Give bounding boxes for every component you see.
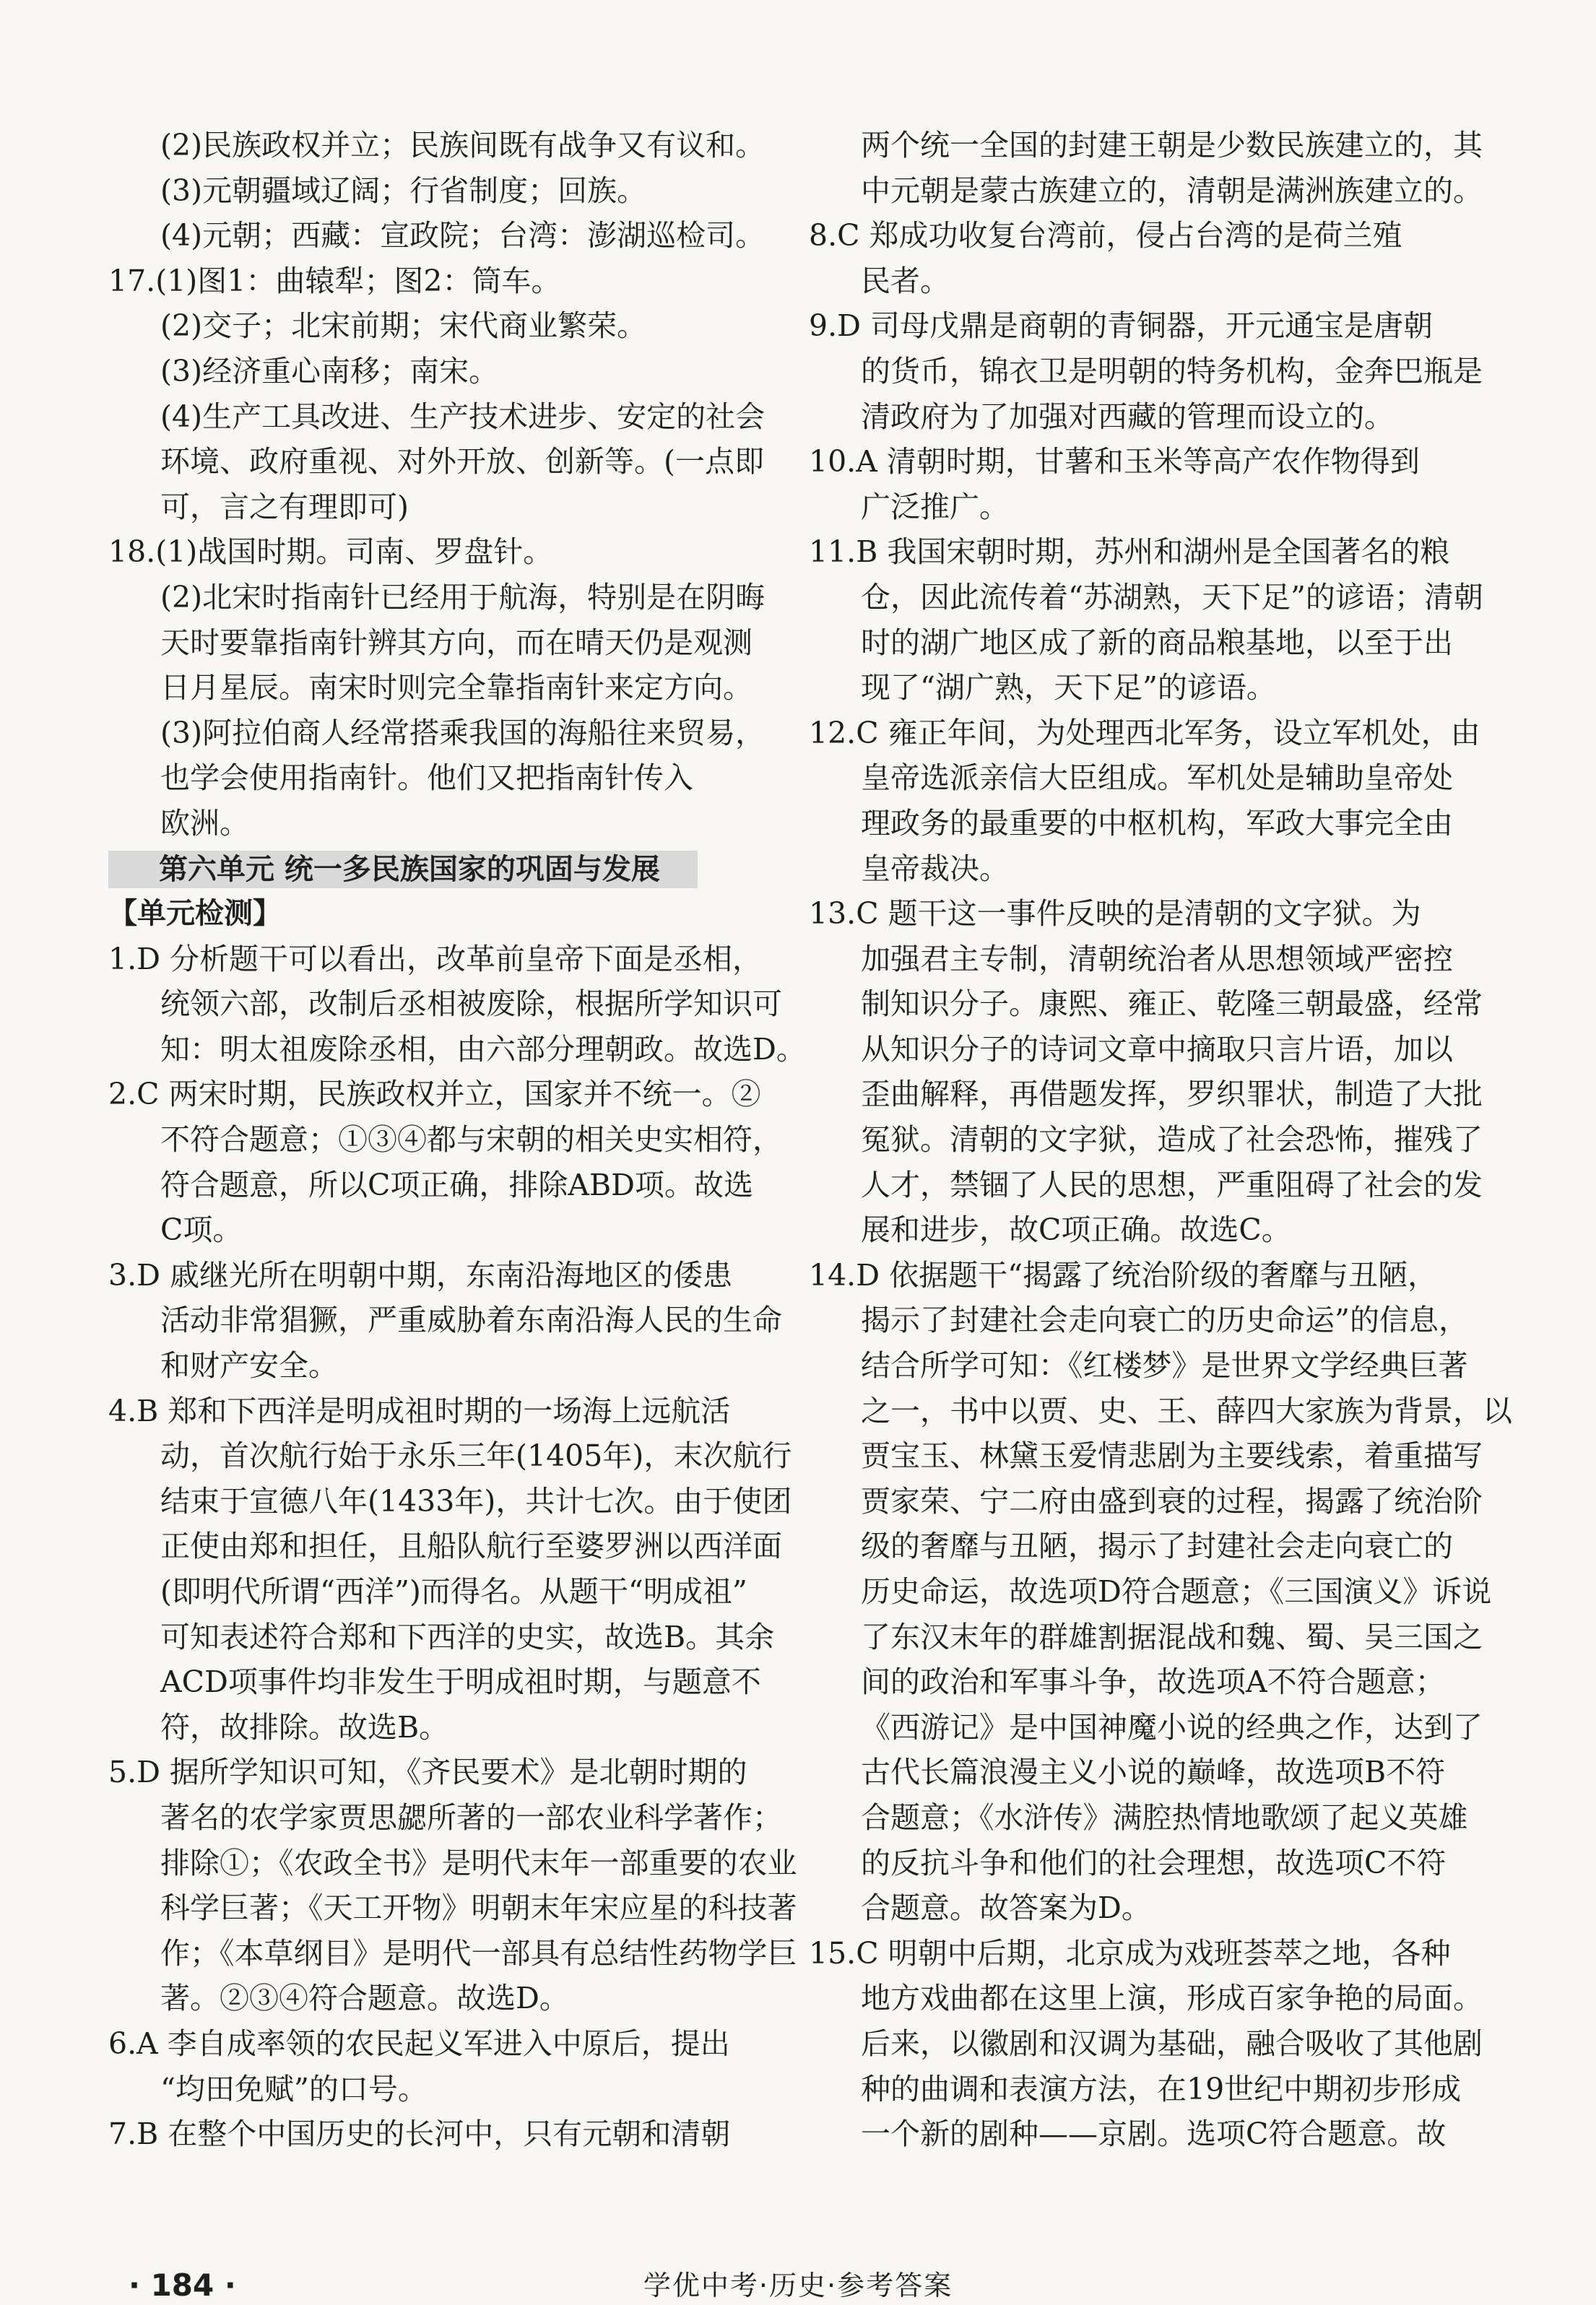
answer-text-line: 3.D 戚继光所在明朝中期，东南沿海地区的倭患 — [108, 1257, 733, 1293]
answer-text-line: 皇帝选派亲信大臣组成。军机处是辅助皇帝处 — [861, 760, 1453, 796]
answer-text-line: 贾家荣、宁二府由盛到衰的过程，揭露了统治阶 — [861, 1483, 1483, 1519]
answer-text-line: 作；《本草纲目》是明代一部具有总结性药物学巨 — [160, 1935, 797, 1971]
answer-text-line: 15.C 明朝中后期，北京成为戏班荟萃之地，各种 — [809, 1935, 1451, 1971]
answer-text-line: 日月星辰。南宋时则完全靠指南针来定方向。 — [160, 670, 753, 706]
answer-text-line: 清政府为了加强对西藏的管理而设立的。 — [861, 399, 1394, 434]
answer-text-line: (2)交子；北宋前期；宋代商业繁荣。 — [160, 308, 647, 344]
answer-text-line: 符合题意，所以C项正确，排除ABD项。故选 — [160, 1167, 753, 1202]
answer-text-line: 环境、政府重视、对外开放、创新等。(一点即 — [160, 444, 764, 479]
answer-text-line: 科学巨著；《天工开物》明朝末年宋应星的科技著 — [160, 1891, 797, 1926]
answer-text-line: 展和进步，故C项正确。故选C。 — [861, 1212, 1291, 1248]
answer-text-line: 地方戏曲都在这里上演，形成百家争艳的局面。 — [861, 1981, 1483, 2016]
answer-text-line: 结合所学可知：《红楼梦》是世界文学经典巨著 — [861, 1348, 1468, 1384]
answer-text-line: C项。 — [160, 1212, 243, 1248]
answer-text-line: 现了“湖广熟，天下足”的谚语。 — [861, 670, 1276, 706]
answer-text-line: 14.D 依据题干“揭露了统治阶级的奢靡与丑陋， — [809, 1257, 1438, 1293]
answer-text-line: 广泛推广。 — [861, 489, 1009, 524]
answer-text-line: 13.C 题干这一事件反映的是清朝的文字狱。为 — [809, 896, 1421, 932]
answer-text-line: 歪曲解释，再借题发挥，罗织罪状，制造了大批 — [861, 1077, 1483, 1112]
right-column — [809, 123, 1512, 2157]
answer-text-line: 两个统一全国的封建王朝是少数民族建立的，其 — [861, 128, 1483, 162]
answer-text-line: 和财产安全。 — [160, 1348, 338, 1384]
answer-text-line: 加强君主专制，清朝统治者从思想领域严密控 — [861, 941, 1453, 976]
answer-text-line: 《西游记》是中国神魔小说的经典之作，达到了 — [861, 1709, 1483, 1745]
answer-text-line: 欧洲。 — [160, 805, 249, 841]
answer-text-line: 知：明太祖废除丞相，由六部分理朝政。故选D。 — [160, 1031, 806, 1067]
answer-text-line: 贾宝玉、林黛玉爱情悲剧为主要线索，着重描写 — [861, 1438, 1483, 1474]
answer-text-line: 著。②③④符合题意。故选D。 — [160, 1981, 569, 2016]
answer-text-line: 级的奢靡与丑陋，揭示了封建社会走向衰亡的 — [861, 1529, 1453, 1564]
subsection-heading: 【单元检测】 — [108, 897, 282, 931]
answer-text-line: 10.A 清朝时期，甘薯和玉米等高产农作物得到 — [809, 444, 1420, 479]
answer-text-line: (3)经济重心南移；南宋。 — [160, 353, 499, 388]
answer-text-line: 4.B 郑和下西洋是明成祖时期的一场海上远航活 — [108, 1393, 731, 1428]
answer-text-line: 时的湖广地区成了新的商品粮基地，以至于出 — [861, 625, 1453, 660]
answer-text-line: 动，首次航行始于永乐三年(1405年)，末次航行 — [160, 1438, 792, 1474]
answer-text-line: (2)北宋时指南针已经用于航海，特别是在阴晦 — [160, 579, 766, 615]
answer-text-line: 中元朝是蒙古族建立的，清朝是满洲族建立的。 — [861, 173, 1483, 208]
answer-text-line: (即明代所谓“西洋”)而得名。从题干“明成祖” — [160, 1574, 747, 1609]
answer-text-line: 揭示了封建社会走向衰亡的历史命运”的信息， — [861, 1303, 1468, 1338]
answer-text-line: 不符合题意；①③④都与宋朝的相关史实相符， — [160, 1122, 782, 1158]
answer-text-line: 符，故排除。故选B。 — [160, 1709, 449, 1745]
answer-text-line: 6.A 李自成率领的农民起义军进入中原后，提出 — [108, 2026, 730, 2061]
answer-text-line: 排除①；《农政全书》是明代末年一部重要的农业 — [160, 1845, 797, 1880]
answer-text-line: (3)阿拉伯商人经常搭乘我国的海船往来贸易， — [160, 715, 766, 750]
answer-text-line: 12.C 雍正年间，为处理西北军务，设立军机处，由 — [809, 715, 1480, 750]
answer-text-line: 2.C 两宋时期，民族政权并立，国家并不统一。② — [108, 1077, 761, 1112]
answer-text-line: 1.D 分析题干可以看出，改革前皇帝下面是丞相， — [108, 941, 763, 976]
answer-text-line: 合题意；《水浒传》满腔热情地歌颂了起义英雄 — [861, 1800, 1468, 1835]
answer-text-line: 之一，书中以贾、史、王、薛四大家族为背景，以 — [861, 1393, 1512, 1428]
answer-text-line: 天时要靠指南针辨其方向，而在晴天仍是观测 — [160, 625, 753, 660]
answer-text-line: 种的曲调和表演方法，在19世纪中期初步形成 — [861, 2071, 1462, 2106]
answer-text-line: 历史命运，故选项D符合题意；《三国演义》诉说 — [861, 1574, 1492, 1609]
answer-text-line: 7.B 在整个中国历史的长河中，只有元朝和清朝 — [108, 2117, 731, 2152]
answer-text-line: 合题意。故答案为D。 — [861, 1891, 1151, 1926]
answer-text-line: 古代长篇浪漫主义小说的巅峰，故选项B不符 — [861, 1755, 1446, 1790]
answer-text-line: ACD项事件均非发生于明成祖时期，与题意不 — [160, 1664, 761, 1700]
answer-text-line: 正使由郑和担任，且船队航行至婆罗洲以西洋面 — [160, 1529, 782, 1564]
answer-text-line: (2)民族政权并立；民族间既有战争又有议和。 — [160, 128, 766, 162]
answer-text-line: 11.B 我国宋朝时期，苏州和湖州是全国著名的粮 — [809, 534, 1450, 570]
left-column — [108, 123, 806, 2157]
answer-text-line: 9.D 司母戊鼎是商朝的青铜器，开元通宝是唐朝 — [809, 308, 1434, 344]
answer-text-line: 仓，因此流传着“苏湖熟，天下足”的谚语；清朝 — [861, 579, 1483, 615]
answer-text-line: 结束于宣德八年(1433年)，共计七次。由于使团 — [160, 1483, 792, 1519]
section-heading-label: 第六单元 统一多民族国家的巩固与发展 — [108, 851, 698, 888]
page-number: · 184 · — [129, 2267, 236, 2303]
answer-text-line: 可知表述符合郑和下西洋的史实，故选B。其余 — [160, 1619, 775, 1654]
answer-text-line: 的货币，锦衣卫是明朝的特务机构，金奔巴瓶是 — [861, 353, 1483, 388]
answer-text-line: 民者。 — [861, 263, 950, 298]
answer-text-line: 后来，以徽剧和汉调为基础，融合吸收了其他剧 — [861, 2026, 1483, 2061]
answer-text-line: 从知识分子的诗词文章中摘取只言片语，加以 — [861, 1031, 1453, 1067]
answer-text-line: 17.(1)图1：曲辕犁；图2：筒车。 — [108, 263, 561, 298]
answer-text-line: 了东汉末年的群雄割据混战和魏、蜀、吴三国之 — [861, 1619, 1483, 1654]
answer-text-line: 间的政治和军事斗争，故选项A不符合题意； — [861, 1664, 1445, 1700]
answer-text-line: 制知识分子。康熙、雍正、乾隆三朝最盛，经常 — [861, 986, 1483, 1022]
answer-text-line: 也学会使用指南针。他们又把指南针传入 — [160, 760, 693, 796]
answer-text-line: 一个新的剧种——京剧。选项C符合题意。故 — [861, 2117, 1447, 2152]
answer-text-line: (3)元朝疆域辽阔；行省制度；回族。 — [160, 173, 647, 208]
answer-text-line: 5.D 据所学知识可知，《齐民要术》是北朝时期的 — [108, 1755, 747, 1790]
answer-text-line: (4)元朝；西藏：宣政院；台湾：澎湖巡检司。 — [160, 218, 766, 253]
section-heading — [108, 846, 758, 892]
answer-text-line: 的反抗斗争和他们的社会理想，故选项C不符 — [861, 1845, 1447, 1880]
answer-text-line: (4)生产工具改进、生产技术进步、安定的社会 — [160, 399, 766, 434]
answer-text-line: 18.(1)战国时期。司南、罗盘针。 — [108, 534, 553, 570]
answer-text-line: 人才，禁锢了人民的思想，严重阻碍了社会的发 — [861, 1167, 1483, 1202]
answer-text-line: 著名的农学家贾思勰所著的一部农业科学著作； — [160, 1800, 782, 1835]
publication-title: 学优中考·历史·参考答案 — [643, 2270, 953, 2301]
answer-text-line: 冤狱。清朝的文字狱，造成了社会恐怖，摧残了 — [861, 1122, 1483, 1158]
answer-text-line: 可，言之有理即可) — [160, 489, 409, 524]
answer-text-line: 皇帝裁决。 — [861, 851, 1009, 886]
answer-text-line: 理政务的最重要的中枢机构，军政大事完全由 — [861, 805, 1453, 841]
answer-text-line: 活动非常猖獗，严重威胁着东南沿海人民的生命 — [160, 1303, 782, 1338]
page-footer — [0, 2267, 1596, 2304]
answer-text-line: 统领六部，改制后丞相被废除，根据所学知识可 — [160, 986, 782, 1022]
answer-text-line: “均田免赋”的口号。 — [160, 2071, 428, 2106]
answer-text-line: 8.C 郑成功收复台湾前，侵占台湾的是荷兰殖 — [809, 218, 1402, 253]
